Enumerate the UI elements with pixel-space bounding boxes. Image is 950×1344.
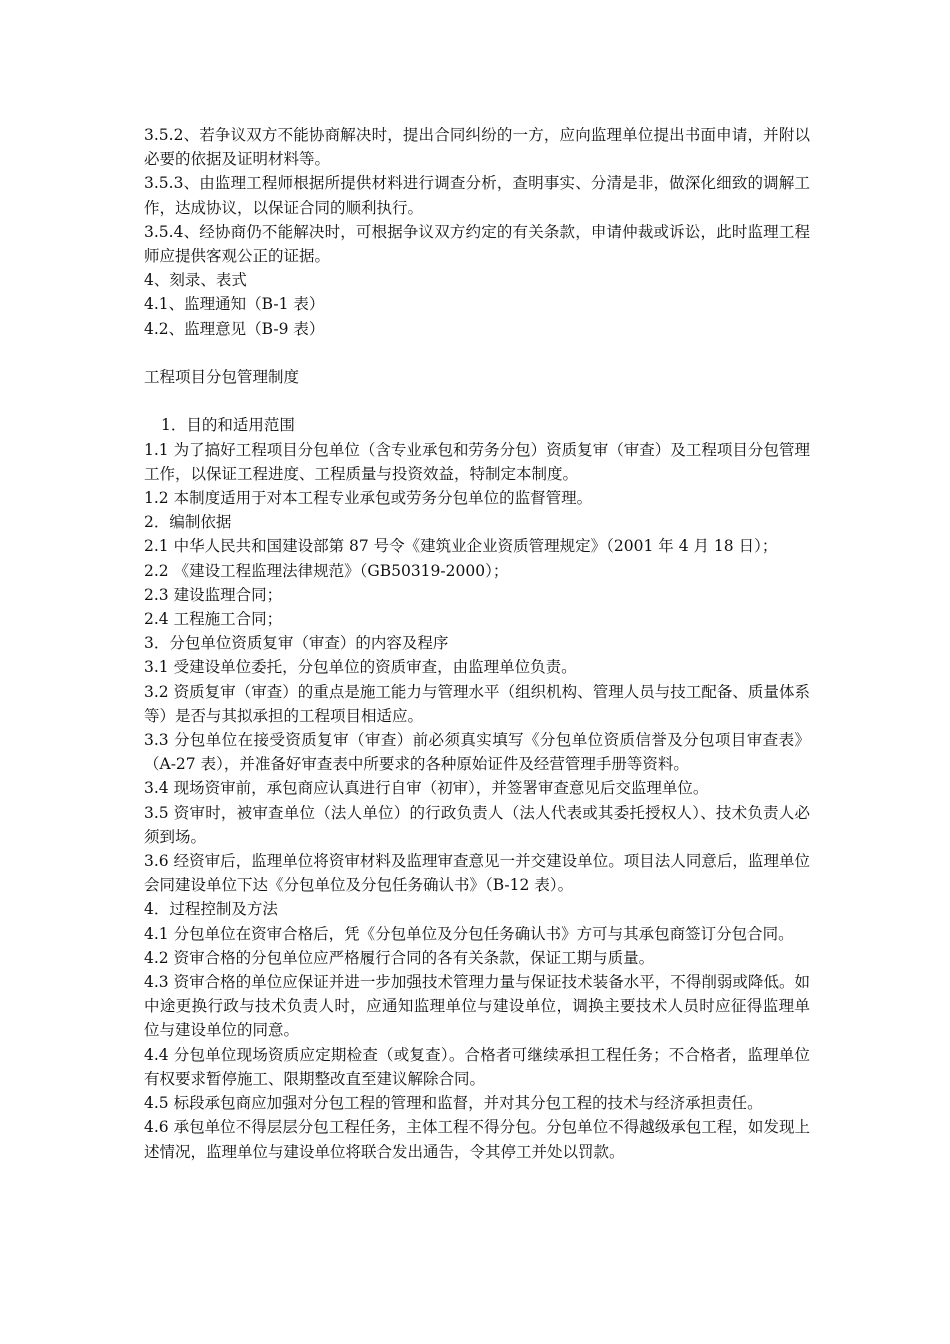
document-page — [144, 123, 810, 1164]
paragraph-3-3: 3.3 分包单位在接受资质复审（审查）前必须真实填写《分包单位资质信誉及分包项目审查表》（A-27 表），并准备好审查表中所要求的各种原始证件及经营管理手册等资料。 — [144, 731, 810, 774]
paragraph-3-1: 3.1 受建设单位委托，分包单位的资质审查，由监理单位负责。 — [144, 658, 577, 677]
paragraph-2-2: 2.2 《建设工程监理法律规范》（GB50319-2000）； — [144, 561, 509, 580]
paragraph-4-2: 4.2、监理意见（B-9 表） — [144, 319, 325, 338]
blank-line — [144, 389, 810, 413]
heading-1-purpose: 1．目的和适用范围 — [161, 416, 295, 435]
paragraph-2-3: 2.3 建设监理合同； — [144, 585, 283, 604]
paragraph-2-4: 2.4 工程施工合同； — [144, 610, 283, 629]
paragraph-4-3-process: 4.3 资审合格的单位应保证并进一步加强技术管理力量与保证技术装备水平，不得削弱或降低。如中途更换行政与技术负责人时，应通知监理单位与建设单位，调换主要技术人员时应征得监理单位与建设单位的同意。 — [144, 973, 810, 1040]
paragraph-3-5: 3.5 资审时，被审查单位（法人单位）的行政负责人（法人代表或其委托授权人）、技术负责人必须到场。 — [144, 803, 810, 846]
paragraph-3-5-4: 3.5.4、经协商仍不能解决时，可根据争议双方约定的有关条款，申请仲裁或诉讼，此时监理工程师应提供客观公正的证据。 — [144, 222, 810, 266]
paragraph-2-1: 2.1 中华人民共和国建设部第 87 号令《建筑业企业资质管理规定》（2001 年 4 月 18 日）； — [144, 537, 778, 556]
heading-3-review: 3．分包单位资质复审（审查）的内容及程序 — [144, 634, 449, 653]
paragraph-3-6: 3.6 经资审后，监理单位将资审材料及监理审查意见一并交建设单位。项目法人同意后，监理单位会同建设单位下达《分包单位及分包任务确认书》（B-12 表）。 — [144, 852, 810, 895]
paragraph-3-5-3: 3.5.3、由监理工程师根据所提供材料进行调查分析，查明事实、分清是非，做深化细致的调解工作，达成协议，以保证合同的顺利执行。 — [144, 174, 810, 217]
heading-4-process: 4．过程控制及方法 — [144, 900, 278, 919]
blank-line — [144, 341, 810, 365]
paragraph-3-4: 3.4 现场资审前，承包商应认真进行自审（初审），并签署审查意见后交监理单位。 — [144, 779, 709, 798]
paragraph-1-2: 1.2 本制度适用于对本工程专业承包或劳务分包单位的监督管理。 — [144, 489, 593, 508]
paragraph-4-1: 4.1、监理通知（B-1 表） — [144, 295, 325, 314]
paragraph-4-5-process: 4.5 标段承包商应加强对分包工程的管理和监督，并对其分包工程的技术与经济承担责任。 — [144, 1094, 763, 1113]
paragraph-4-1-process: 4.1 分包单位在资审合格后，凭《分包单位及分包任务确认书》方可与其承包商签订分包合同。 — [144, 924, 794, 943]
paragraph-4-4-process: 4.4 分包单位现场资质应定期检查（或复查）。合格者可继续承担工程任务；不合格者，监理单位有权要求暂停施工、限期整改直至建议解除合同。 — [144, 1045, 810, 1088]
paragraph-3-2: 3.2 资质复审（审查）的重点是施工能力与管理水平（组织机构、管理人员与技工配备、质量体系等）是否与其拟承担的工程项目相适应。 — [144, 682, 810, 725]
paragraph-1-1: 1.1 为了搞好工程项目分包单位（含专业承包和劳务分包）资质复审（审查）及工程项目分包管理工作，以保证工程进度、工程质量与投资效益，特制定本制度。 — [144, 440, 810, 483]
paragraph-4-2-process: 4.2 资审合格的分包单位应严格履行合同的各有关条款，保证工期与质量。 — [144, 948, 655, 967]
document-title: 工程项目分包管理制度 — [144, 368, 300, 387]
paragraph-4-6-process: 4.6 承包单位不得层层分包工程任务，主体工程不得分包。分包单位不得越级承包工程，如发现上述情况，监理单位与建设单位将联合发出通告，令其停工并处以罚款。 — [144, 1118, 810, 1161]
heading-2-basis: 2．编制依据 — [144, 513, 232, 532]
paragraph-3-5-2: 3.5.2、若争议双方不能协商解决时，提出合同纠纷的一方，应向监理单位提出书面申请，并附以必要的依据及证明材料等。 — [144, 126, 810, 169]
heading-4-records: 4、刻录、表式 — [144, 271, 247, 290]
